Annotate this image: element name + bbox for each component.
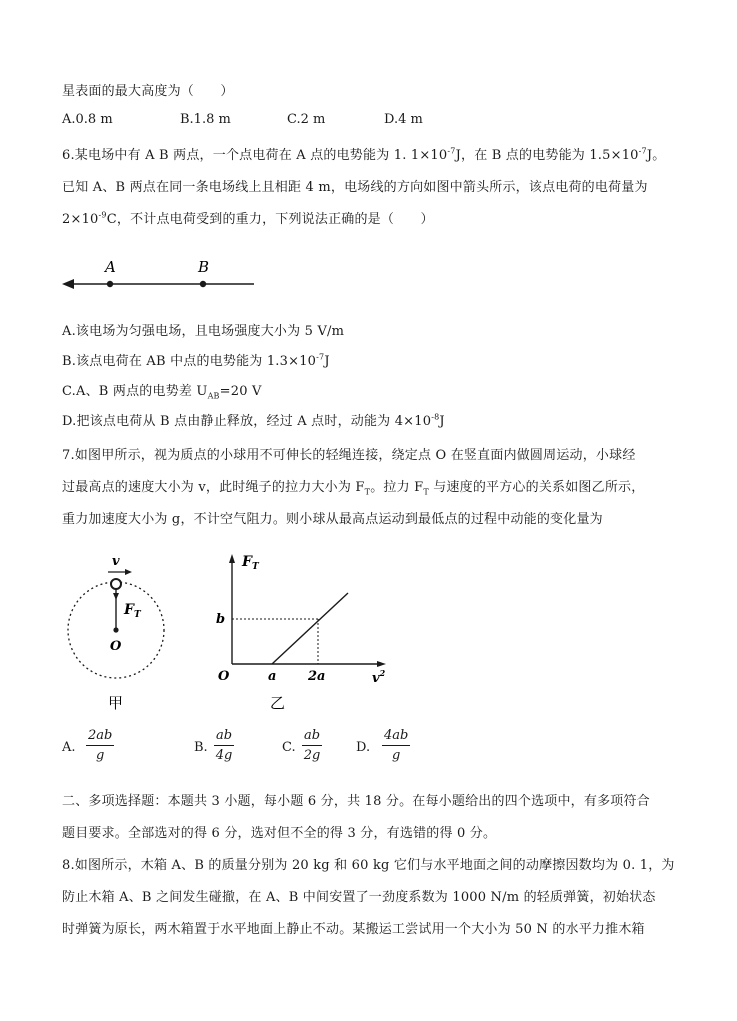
point-a-dot <box>107 281 113 287</box>
point-a-label: A <box>105 258 116 276</box>
q6-option-c: C.A、B 两点的电势差 $U_{AB}=20$ V <box>62 384 262 401</box>
section-2-heading-line-1: 二、多项选择题：本题共 3 小题，每小题 6 分，共 18 分。在每小题给出的四个选项中，有多项符合 <box>62 794 650 809</box>
center-o-label: O <box>110 639 122 654</box>
velocity-arrow-head-icon <box>125 569 132 575</box>
x-axis-label: $v^2$ <box>372 668 386 686</box>
q6-field-line-figure <box>58 252 268 298</box>
q7-figure-jia <box>58 548 178 716</box>
q5-option-d: D.4 m <box>384 112 423 127</box>
ball <box>111 579 121 589</box>
x-axis-arrow-icon <box>377 661 386 667</box>
q5-option-b: B.1.8 m <box>180 112 231 127</box>
q6-stem-line-3: $2\times 10^{-9}C$，不计点电荷受到的重力，下列说法正确的是（ ） <box>62 210 434 227</box>
y-axis-label: $F_T$ <box>242 554 259 572</box>
b-label: b <box>216 612 226 627</box>
figure-yi-caption: 乙 <box>270 694 286 712</box>
q7-stem-line-2: 过最高点的速度大小为 v，此时绳子的拉力大小为 $F_T$。拉力 $F_T$ 与速度的平方心的关系如图乙所示， <box>62 480 645 497</box>
q7-option-d-label: D. <box>356 740 371 755</box>
q5-option-c: C.2 m <box>287 112 326 127</box>
q8-stem-line-2: 防止木箱 A、B 之间发生碰撤，在 A、B 中间安置了一劲度系数为 1000 N/m 的轻质弹簧，初始状态 <box>62 890 656 905</box>
field-arrow-icon <box>62 279 74 289</box>
q6-option-a: A.该电场为匀强电场，且电场强度大小为 5 V/m <box>62 324 345 339</box>
q7-option-b-fraction: $\frac{ab}{4g}$ <box>215 728 233 763</box>
y-axis-arrow-icon <box>229 554 235 563</box>
q8-stem-line-3: 时弹簧为原长，两木箱置于水平地面上静止不动。某搬运工尝试用一个大小为 50 N 的水平力推木箱 <box>62 922 645 937</box>
origin-label: O <box>218 669 230 684</box>
q7-option-d-fraction: $\frac{4ab}{g}$ <box>384 728 409 763</box>
q7-option-a-fraction: $\frac{2ab}{g}$ <box>88 728 113 763</box>
q7-option-a-label: A. <box>62 740 76 755</box>
q5-stem-tail: 星表面的最大高度为（ ） <box>62 84 234 99</box>
q5-option-a: A.0.8 m <box>62 112 113 127</box>
q6-option-b: B.该点电荷在 AB 中点的电势能为 $1.3\times 10^{-7}J$ <box>62 352 330 369</box>
q6-stem-line-2: 已知 A、B 两点在同一条电场线上且相距 4 m，电场线的方向如图中箭头所示，该点电荷的电荷量为 <box>62 180 648 195</box>
a-label: a <box>268 669 277 684</box>
q7-stem-line-1: 7.如图甲所示，视为质点的小球用不可伸长的轻绳连接，绕定点 O 在竖直面内做圆周运动，小球经 <box>62 448 636 463</box>
q7-option-c-fraction: $\frac{ab}{2g}$ <box>303 728 321 763</box>
ft-v2-line <box>272 593 348 664</box>
q8-stem-line-1: 8.如图所示，木箱 A、B 的质量分别为 20 kg 和 60 kg 它们与水平地面之间的动摩擦因数均为 0. 1，为 <box>62 858 675 873</box>
point-b-label: B <box>198 258 210 276</box>
tension-arrow-head-icon <box>113 593 119 600</box>
q7-option-b-label: B. <box>194 740 208 755</box>
q7-figure-yi <box>210 540 400 716</box>
q7-stem-line-3: 重力加速度大小为 g，不计空气阻力。则小球从最高点运动到最低点的过程中动能的变化量为 <box>62 512 603 527</box>
velocity-label: v <box>112 554 120 569</box>
point-b-dot <box>200 281 206 287</box>
figure-jia-caption: 甲 <box>108 694 124 712</box>
q6-option-d: D.把该点电荷从 B 点由静止释放，经过 A 点时，动能为 $4\times 10^{-8}J$ <box>62 412 445 429</box>
q6-stem-line-1: 6.某电场中有 A B 两点，一个点电荷在 A 点的电势能为 1. $1\times 10^{-7}J$，在 B 点的电势能为 $1.5\times 10^{-7}J$。 <box>62 146 666 163</box>
center-o-dot <box>113 627 118 632</box>
2a-label: 2a <box>308 669 326 684</box>
q7-option-c-label: C. <box>282 740 296 755</box>
section-2-heading-line-2: 题目要求。全部选对的得 6 分，选对但不全的得 3 分，有选错的得 0 分。 <box>62 826 497 841</box>
tension-label: $F_T$ <box>124 602 141 620</box>
